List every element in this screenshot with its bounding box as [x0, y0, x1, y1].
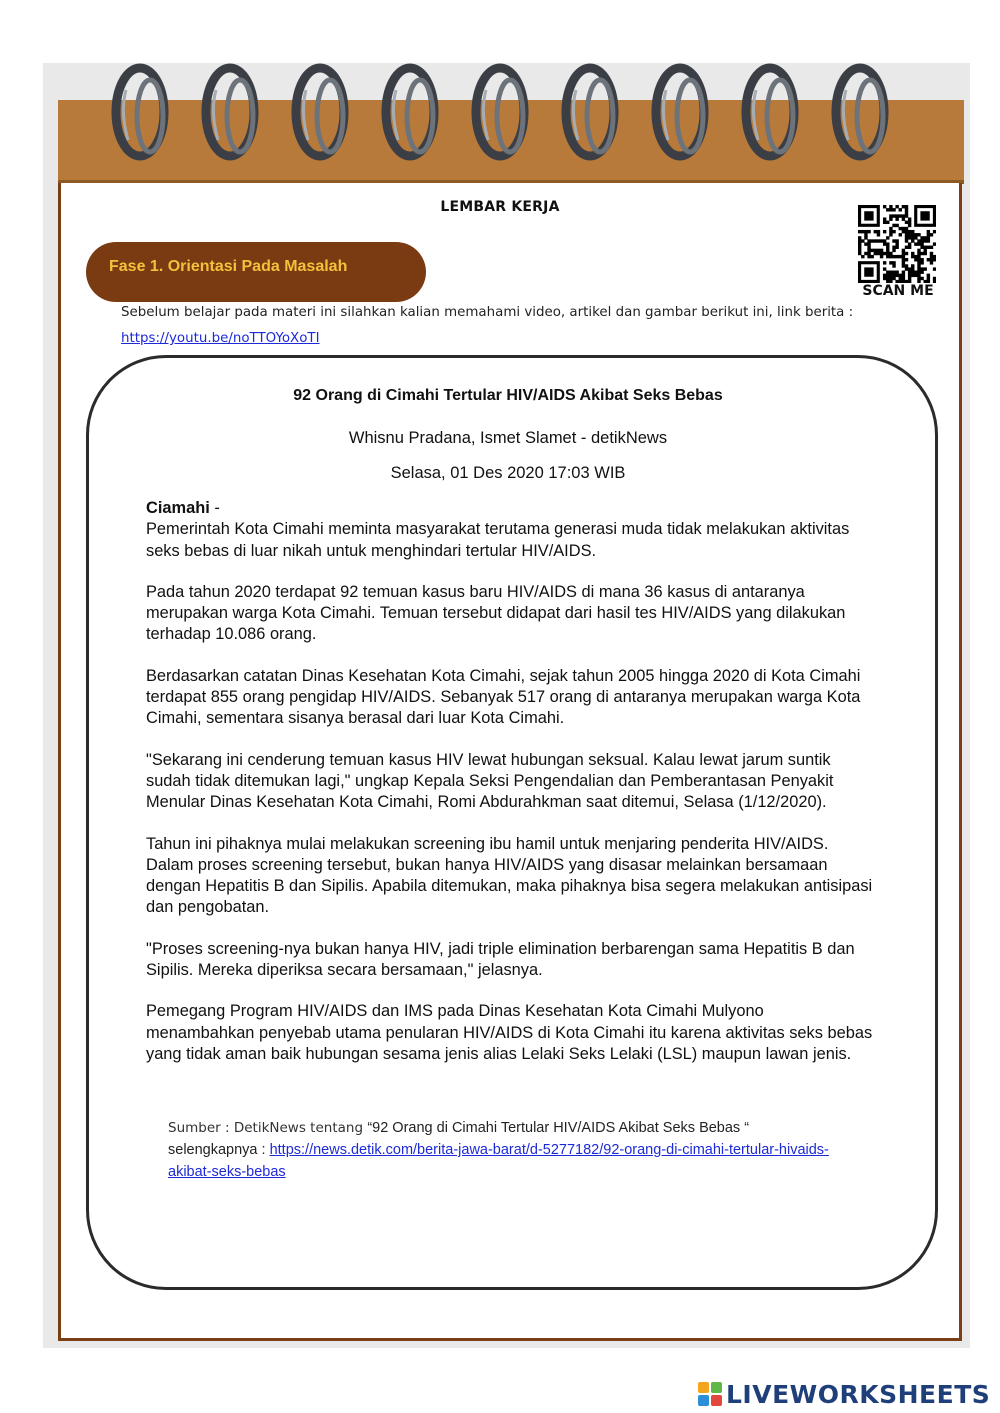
article-body — [146, 498, 876, 1085]
article-location-line — [146, 498, 876, 519]
sheet-title: LEMBAR KERJA — [440, 199, 560, 215]
intro-text — [121, 300, 901, 352]
article-authors: Whisnu Pradana, Ismet Slamet - detikNews — [348, 429, 668, 447]
source-link[interactable]: https://news.detik.com/berita-jawa-barat/d-5277182/92-orang-di-cimahi-tertular-hivaids-akibat-seks-bebas — [168, 1142, 829, 1180]
article-paragraph: "Proses screening-nya bukan hanya HIV, jadi triple elimination berbarengan sama Hepatitis B dan Sipilis. Mereka diperiksa secara bersamaan," jelasnya. — [146, 939, 855, 980]
phase-label: Fase 1. Orientasi Pada Masalah — [109, 258, 348, 275]
source-more-label: selengkapnya : — [168, 1142, 270, 1158]
article-source — [168, 1117, 868, 1183]
qr-label: SCAN ME — [862, 283, 934, 299]
article-date: Selasa, 01 Des 2020 17:03 WIB — [390, 464, 626, 482]
source-label: Sumber : DetikNews tentang — [168, 1120, 368, 1136]
notebook-header-bar — [58, 100, 964, 184]
source-title: “92 Orang di Cimahi Tertular HIV/AIDS Akibat Seks Bebas “ — [367, 1120, 750, 1136]
qr-code-icon — [858, 205, 936, 283]
article-title: 92 Orang di Cimahi Tertular HIV/AIDS Akibat Seks Bebas — [293, 387, 723, 404]
article-paragraph: "Sekarang ini cenderung temuan kasus HIV lewat hubungan seksual. Kalau lewat jarum suntik sudah tidak ditemukan lagi," ungkap Kepala Seksi Pengendalian dan Pemberantasan Penyakit Menular Dinas Kesehatan Kota Cimahi, Romi Abdurahkman saat ditemui, Selasa (1/12/2020). — [146, 750, 834, 812]
phase-badge — [86, 242, 426, 302]
article-location-dash: - — [209, 499, 220, 517]
article-paragraph: Pemerintah Kota Cimahi meminta masyarakat terutama generasi muda tidak melakukan aktivitas seks bebas di luar nikah untuk menghindari tertular HIV/AIDS. — [146, 520, 850, 560]
article-paragraph: Pemegang Program HIV/AIDS dan IMS pada Dinas Kesehatan Kota Cimahi Mulyono menambahkan penyebab utama penularan HIV/AIDS di Kota Cimahi itu karena aktivitas seks bebas yang tidak aman baik hubungan sesama jenis alias Lelaki Seks Lelaki (LSL) maupun lawan jenis. — [146, 1002, 873, 1063]
article-paragraph: Berdasarkan catatan Dinas Kesehatan Kota Cimahi, sejak tahun 2005 hingga 2020 di Kota Cimahi terdapat 855 orang pengidap HIV/AIDS. Sebanyak 517 orang di antaranya merupakan warga Kota Cimahi, sementara sisanya berasal dari luar Kota Cimahi. — [146, 666, 861, 728]
article-location: Ciamahi — [146, 499, 210, 517]
liveworksheets-brand[interactable] — [697, 1378, 990, 1410]
intro-sentence: Sebelum belajar pada materi ini silahkan kalian memahami video, artikel dan gambar berikut ini, link berita : — [121, 305, 854, 320]
article-paragraph: Tahun ini pihaknya mulai melakukan screening ibu hamil untuk menjaring penderita HIV/AIDS. Dalam proses screening tersebut, bukan hanya HIV/AIDS yang disasar melainkan bersamaan dengan Hepatitis B dan Sipilis. Apabila ditemukan, maka pihaknya bisa segera melakukan antisipasi dan pengobatan. — [146, 834, 873, 917]
qr-code-block[interactable] — [858, 205, 938, 299]
liveworksheets-wordmark: LIVEWORKSHEETS — [726, 1379, 991, 1409]
liveworksheets-logo-icon — [697, 1381, 723, 1407]
article-paragraph: Pada tahun 2020 terdapat 92 temuan kasus baru HIV/AIDS di mana 36 kasus di antaranya merupakan warga Kota Cimahi. Temuan tersebut didapat dari hasil tes HIV/AIDS yang dilakukan terhadap 10.086 orang. — [146, 582, 846, 644]
video-link[interactable]: https://youtu.be/noTTOYoXoTI — [121, 331, 320, 346]
